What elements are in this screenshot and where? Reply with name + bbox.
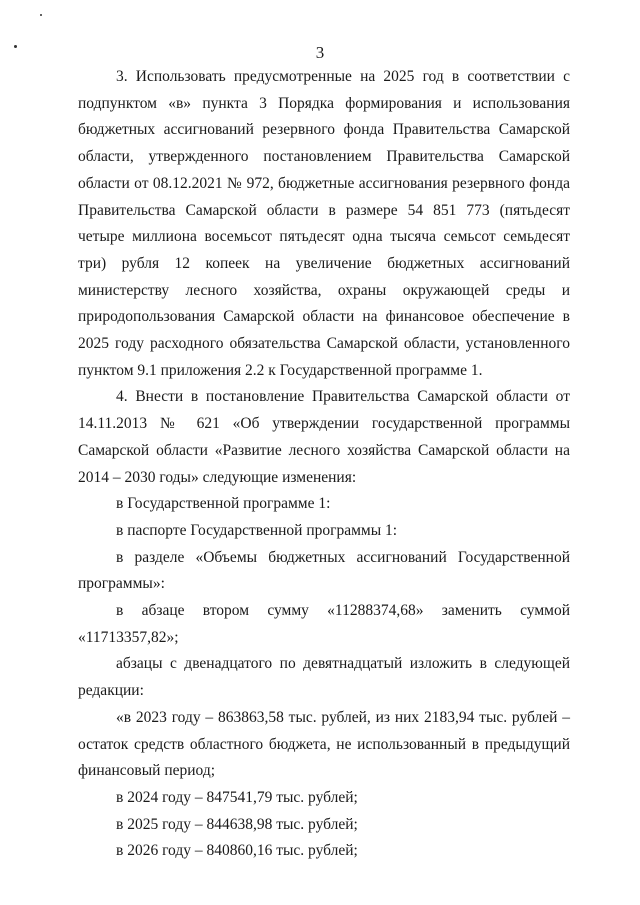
document-body	[78, 64, 570, 865]
paragraph-subitem: в паспорте Государственной программы 1:	[116, 521, 398, 539]
paragraph-year-line: в 2024 году – 847541,79 тыс. рублей;	[116, 788, 358, 806]
paragraph-year-line: в 2026 году – 840860,16 тыс. рублей;	[116, 842, 358, 860]
page-number: 3	[315, 43, 325, 62]
paragraph-subitem: в абзаце втором сумму «11288374,68» заменить суммой «11713357,82»;	[78, 602, 570, 646]
paragraph-item-4: 4. Внести в постановление Правительства Самарской области от 14.11.2013 № 621 «Об утверждении государственной программы Самарской области «Развитие лесного хозяйства Самарской области на 2014 – 2030 годы» следующие изменения:	[78, 388, 570, 486]
paragraph-subitem: в разделе «Объемы бюджетных ассигнований Государственной программы»:	[78, 548, 570, 593]
paragraph-subitem: в Государственной программе 1:	[116, 495, 331, 513]
paragraph-item-3: 3. Использовать предусмотренные на 2025 год в соответствии с подпунктом «в» пункта 3 Порядка формирования и использования бюджетных ассигнований резервного фонда Правительства Самарской области, утвержденного постановлением Правительства Самарской области от 08.12.2021 № 972, бюджетные ассигнования резервного фонда Правительства Самарской области в размере 54 851 773 (пятьдесят четыре миллиона восемьсот пятьдесят одна тысяча семьсот семьдесят три) рубля 12 копеек на увеличение бюджетных ассигнований министерству лесного хозяйства, охраны окружающей среды и природопользования Самарской области на финансовое обеспечение в 2025 году расходного обязательства Самарской области, установленного пунктом 9.1 приложения 2.2 к Государственной программе 1.	[78, 68, 570, 379]
paragraph-subitem: абзацы с двенадцатого по девятнадцатый изложить в следующей редакции:	[78, 655, 570, 700]
scan-speck	[40, 14, 42, 16]
paragraph-quote: «в 2023 году – 863863,58 тыс. рублей, из них 2183,94 тыс. рублей – остаток средств областного бюджета, не использованный в предыдущий финансовый период;	[78, 708, 570, 780]
paragraph-year-line: в 2025 году – 844638,98 тыс. рублей;	[116, 815, 358, 833]
